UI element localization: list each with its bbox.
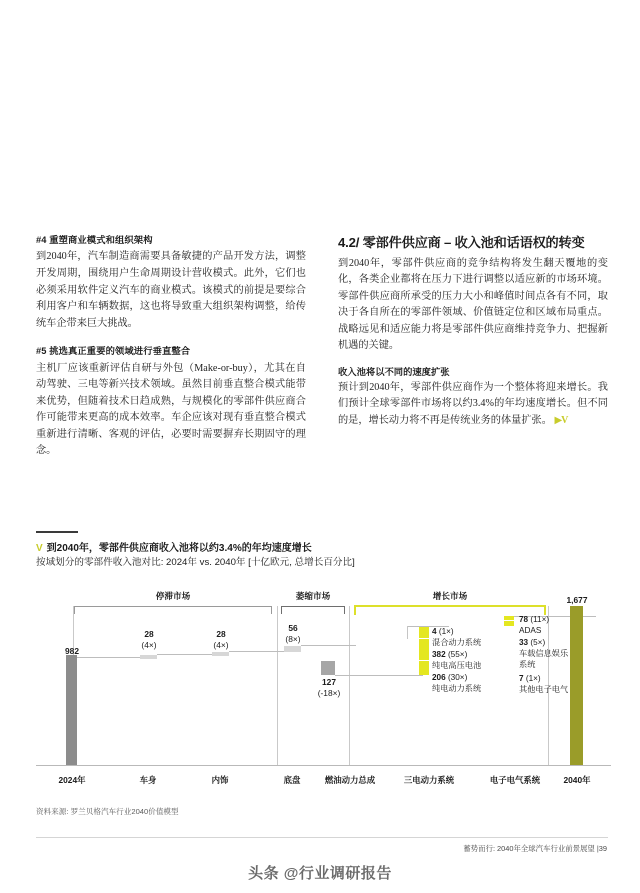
revenue-pool-body bbox=[338, 380, 608, 430]
value-body: 28 bbox=[144, 629, 154, 639]
revenue-pool-body-text: 预计到2040年，零部件供应商作为一个整体将迎来增长。我们预计全球零部件市场将以约3.4%的年均速度增长。但不同的是，增长动力将不再是传统业务的体量扩张。 bbox=[338, 381, 608, 426]
continuation-arrow-icon: ▶V bbox=[554, 414, 568, 426]
bracket-label-stagnant: 停滞市场 bbox=[155, 591, 191, 601]
electronics-breakdown-2 bbox=[519, 638, 568, 671]
epower-mult-3: (30×) bbox=[447, 673, 468, 682]
bar-total-2024 bbox=[66, 655, 77, 765]
section4-heading: #4 重塑商业模式和组织架构 bbox=[36, 235, 153, 245]
bracket-cap-left bbox=[281, 607, 282, 614]
section5-body: 主机厂应该重新评估自研与外包（Make-or-buy），尤其在自动驾驶、三电等新兴技术领域。虽然目前垂直整合模式能带来优势，但随着技术日趋成熟，与规模化的零部件供应商合作可能带来更高的成本效率。车企应该对现有垂直整合模式重新进行清晰、客观的评估，必要时需要摒弃长期固守的理念。 bbox=[36, 362, 306, 457]
chart-subtitle: 按域划分的零部件收入池对比: 2024年 vs. 2040年 [十亿欧元, 总增长百分比] bbox=[36, 557, 355, 568]
connector-epower-vert bbox=[407, 626, 408, 639]
electronics-value-3: 7 bbox=[519, 674, 524, 683]
value-chassis: 56 bbox=[288, 623, 298, 633]
electronics-mult-1: (11×) bbox=[530, 615, 550, 624]
multiplier-interior: (4×) bbox=[213, 639, 229, 650]
epower-value-1: 4 bbox=[432, 627, 437, 636]
electronics-name-2a: 车载信息娱乐 bbox=[519, 648, 569, 658]
electronics-name-1: ADAS bbox=[519, 625, 542, 635]
section-42-title: 4.2/ 零部件供应商 – 收入池和话语权的转变 bbox=[338, 235, 585, 250]
bracket-cap-right bbox=[271, 607, 272, 614]
multiplier-body: (4×) bbox=[141, 639, 157, 650]
epower-value-2: 382 bbox=[432, 650, 446, 659]
bar-split-epowertrain-2 bbox=[419, 660, 429, 661]
chart-title-marker-icon: V bbox=[36, 543, 43, 554]
epower-name-2: 纯电高压电池 bbox=[432, 660, 482, 670]
electronics-breakdown-1 bbox=[519, 615, 549, 637]
epower-value-3: 206 bbox=[432, 673, 446, 682]
bar-delta-epowertrain bbox=[419, 627, 429, 675]
footer-divider bbox=[36, 837, 608, 838]
value-2040: 1,677 bbox=[566, 595, 588, 605]
value-2024: 982 bbox=[65, 646, 79, 656]
xaxis-label-2024: 2024年 bbox=[58, 775, 86, 785]
xaxis-label-2040: 2040年 bbox=[563, 775, 591, 785]
value-label-2040 bbox=[548, 595, 606, 606]
bracket-label-shrinking: 萎缩市场 bbox=[295, 591, 331, 601]
bar-delta-chassis bbox=[284, 646, 301, 652]
value-interior: 28 bbox=[216, 629, 226, 639]
revenue-pool-subheading: 收入池将以不同的速度扩张 bbox=[338, 366, 450, 377]
watermark: 头条 @行业调研报告 bbox=[248, 865, 392, 882]
chart-source-note: 资料来源: 罗兰贝格汽车行业2040价值模型 bbox=[36, 807, 179, 816]
chart-title-text: 到2040年，零部件供应商收入池将以约3.4%的年均速度增长 bbox=[46, 543, 312, 554]
bracket-cap-left bbox=[74, 607, 75, 614]
waterfall-chart bbox=[36, 588, 611, 788]
bracket-cap-right bbox=[344, 607, 345, 614]
chart-rule-divider bbox=[36, 531, 78, 533]
bar-split-electronics-1 bbox=[504, 620, 514, 621]
bracket-stagnant-market bbox=[74, 606, 272, 612]
bracket-growth-market bbox=[354, 605, 546, 611]
xaxis-label-chassis: 底盘 bbox=[283, 775, 301, 785]
value-label-2024 bbox=[44, 646, 100, 657]
connector-chassis-to-ice bbox=[301, 645, 356, 646]
electronics-name-3: 其他电子电气 bbox=[519, 684, 569, 694]
multiplier-chassis: (8×) bbox=[285, 633, 301, 644]
electronics-breakdown-3 bbox=[519, 674, 568, 696]
xaxis-label-electronics: 电子电气系统 bbox=[489, 775, 541, 785]
value-ice-powertrain: 127 bbox=[322, 677, 336, 687]
right-text-column bbox=[338, 234, 608, 460]
epowertrain-breakdown-3 bbox=[432, 673, 481, 695]
epower-mult-2: (55×) bbox=[447, 650, 468, 659]
bracket-label-growth: 增长市场 bbox=[432, 591, 468, 601]
xaxis-label-epowertrain: 三电动力系统 bbox=[403, 775, 455, 785]
left-text-column bbox=[36, 234, 306, 460]
bar-total-2040 bbox=[570, 606, 583, 765]
epowertrain-breakdown-1 bbox=[432, 627, 481, 649]
bracket-cap-right bbox=[544, 607, 546, 615]
electronics-name-2b: 系统 bbox=[519, 659, 536, 669]
chart-header bbox=[36, 541, 611, 571]
bar-delta-interior bbox=[212, 652, 229, 656]
electronics-value-2: 33 bbox=[519, 638, 529, 647]
electronics-mult-3: (1×) bbox=[525, 674, 541, 683]
electronics-value-1: 78 bbox=[519, 615, 529, 624]
epower-mult-1: (1×) bbox=[438, 627, 454, 636]
value-label-interior bbox=[191, 629, 251, 651]
connector-body-to-interior bbox=[157, 654, 219, 655]
section5-heading: #5 挑选真正重要的领域进行垂直整合 bbox=[36, 346, 191, 357]
page-footer-text: 蓄势而行: 2040年全球汽车行业前景展望 |39 bbox=[463, 844, 607, 853]
connector-interior-to-chassis bbox=[229, 651, 291, 652]
xaxis-label-interior: 内饰 bbox=[211, 775, 229, 785]
multiplier-ice-powertrain: (-18×) bbox=[317, 687, 341, 698]
value-label-ice-powertrain bbox=[298, 677, 360, 699]
bracket-cap-left bbox=[354, 607, 356, 615]
article-columns bbox=[36, 234, 608, 460]
section4-body: 到2040年，汽车制造商需要具备敏捷的产品开发方法，调整开发周期，围绕用户生命周期设计营收模式。此外，它们也必须采用软件定义汽车的商业模式。该模式的前提是要综合利用客户和车辆数据，这也将导致重大组织架构调整，给传统车企带来巨大挑战。 bbox=[36, 251, 306, 329]
connector-2024-to-body bbox=[77, 657, 144, 658]
bar-delta-body bbox=[140, 655, 157, 659]
electronics-mult-2: (5×) bbox=[530, 638, 546, 647]
bracket-shrinking-market bbox=[281, 606, 345, 612]
value-label-chassis bbox=[263, 623, 323, 645]
epower-name-1: 混合动力系统 bbox=[432, 637, 482, 647]
chart-baseline bbox=[36, 765, 611, 767]
xaxis-label-ice-powertrain: 燃油动力总成 bbox=[324, 775, 376, 785]
xaxis-label-body: 车身 bbox=[139, 775, 157, 785]
chart-title bbox=[36, 541, 611, 556]
section-42-body: 到2040年，零部件供应商的竞争结构将发生翻天覆地的变化，各类企业都将在压力下进行调整以适应新的市场环境。零部件供应商所承受的压力大小和峰值时间点各有不同，取决于各自所在的零部件领域、价值链定位和区域布局重点。战略远见和适应能力将是零部件供应商维持竞争力、把握新机遇的关键。 bbox=[338, 257, 608, 352]
bar-split-epowertrain-1 bbox=[419, 638, 429, 639]
connector-ice-to-epower bbox=[335, 675, 423, 676]
value-label-body bbox=[119, 629, 179, 651]
epowertrain-breakdown-2 bbox=[432, 650, 481, 672]
epower-name-3: 纯电动力系统 bbox=[432, 683, 482, 693]
bar-delta-ice-powertrain bbox=[321, 661, 335, 675]
